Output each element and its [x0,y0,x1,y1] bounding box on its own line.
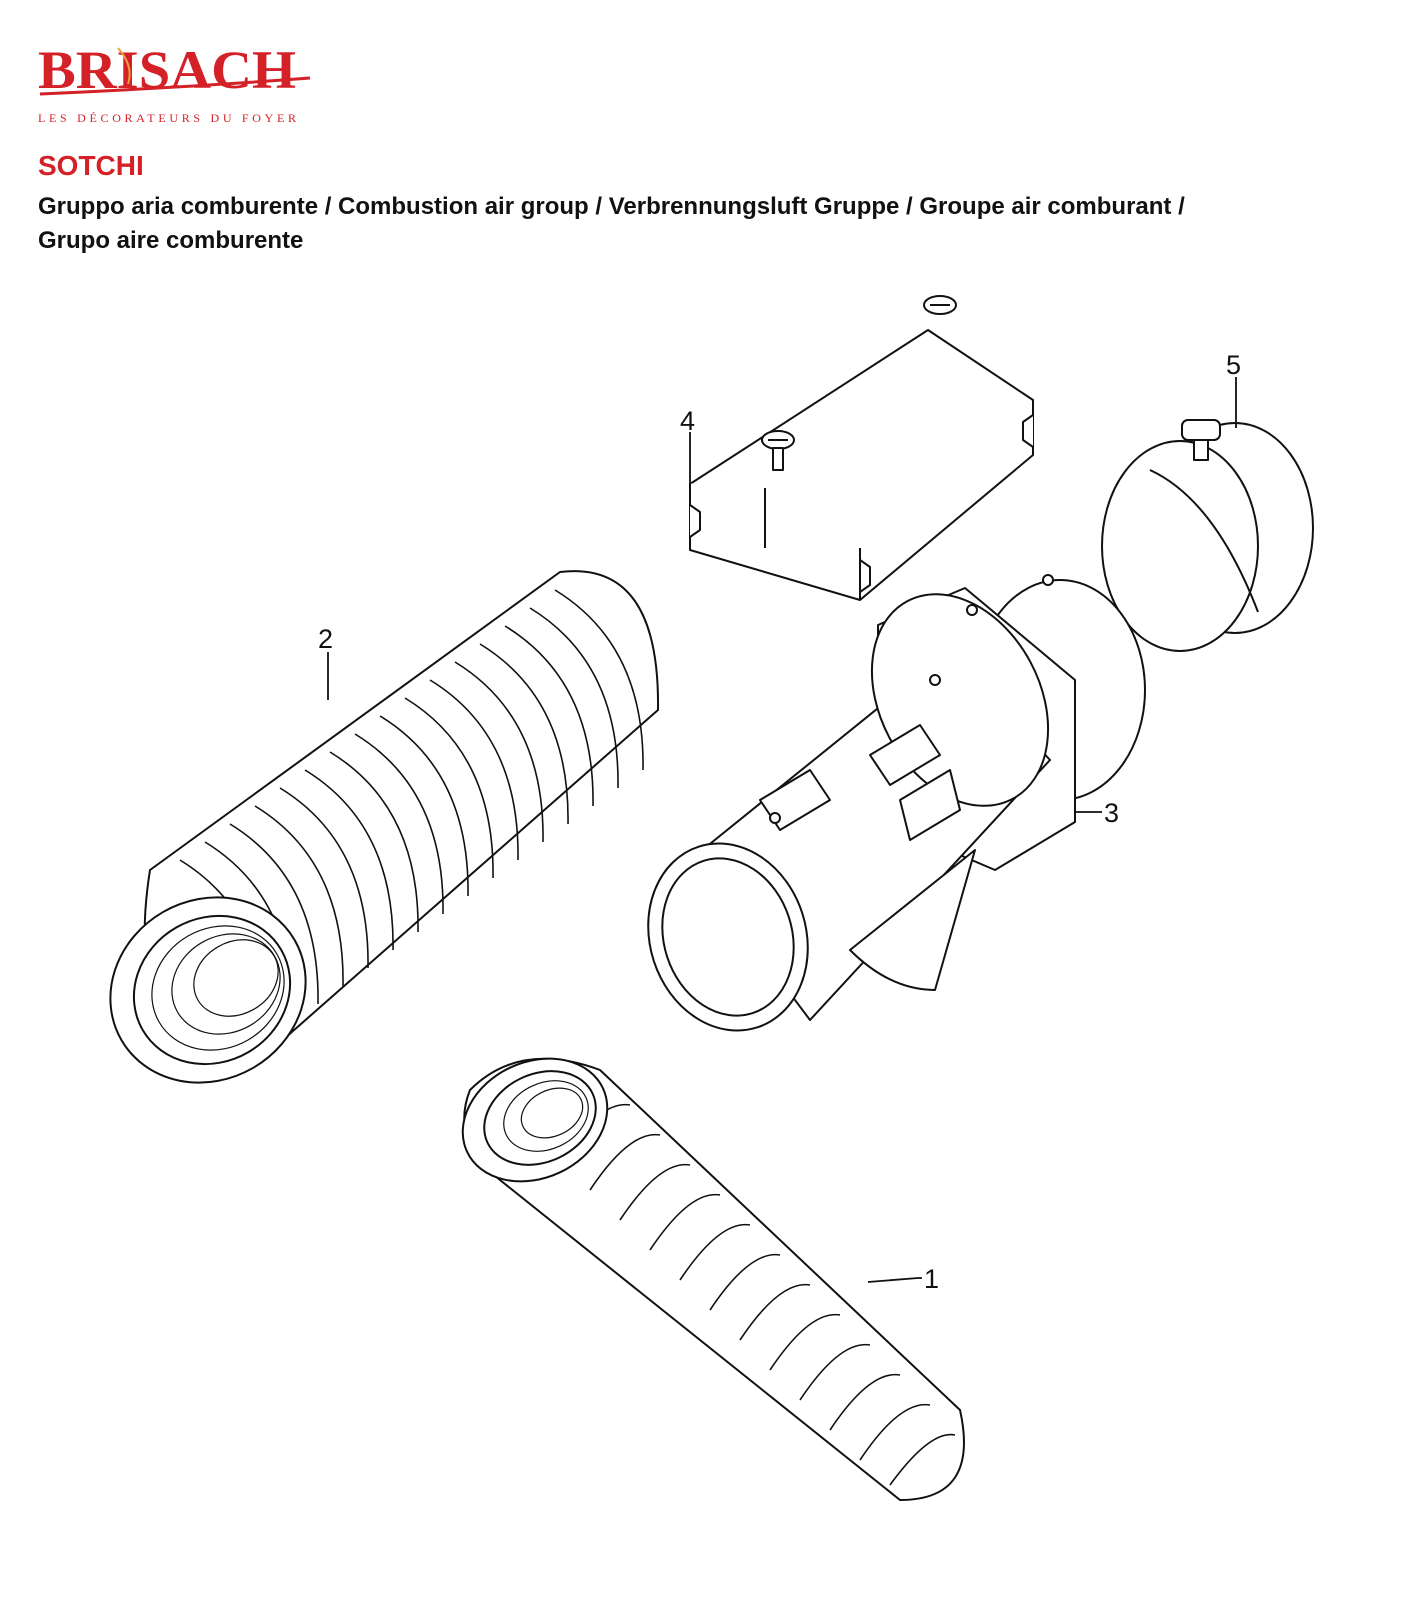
bracket-clamp-icon [690,296,1033,600]
logo-tagline: LES DÉCORATEURS DU FOYER [38,111,296,125]
flexible-hose-large-icon [76,571,658,1118]
exploded-parts-drawing [0,260,1410,1599]
brisach-logo [38,40,328,130]
pipe-collar-icon [1102,420,1313,651]
product-title: SOTCHI [38,150,144,181]
subtitle-line-2: Grupo aire comburente [38,227,304,254]
callout-part-3: 3 [1104,798,1120,828]
callout-part-5: 5 [1226,350,1242,380]
air-intake-connector-icon [624,564,1145,1052]
subtitle-line-1: Gruppo aria comburente / Combustion air group / Verbrennungsluft Gruppe / Groupe air comburant / [38,193,1185,220]
diagram-subtitle [38,190,1368,258]
leader-line-1 [868,1278,922,1282]
logo-wordmark: BRISACH [38,40,296,100]
callout-part-4: 4 [680,406,696,436]
callout-part-1: 1 [924,1264,940,1294]
callout-part-2: 2 [318,624,334,654]
flexible-hose-small-icon [443,1036,964,1500]
